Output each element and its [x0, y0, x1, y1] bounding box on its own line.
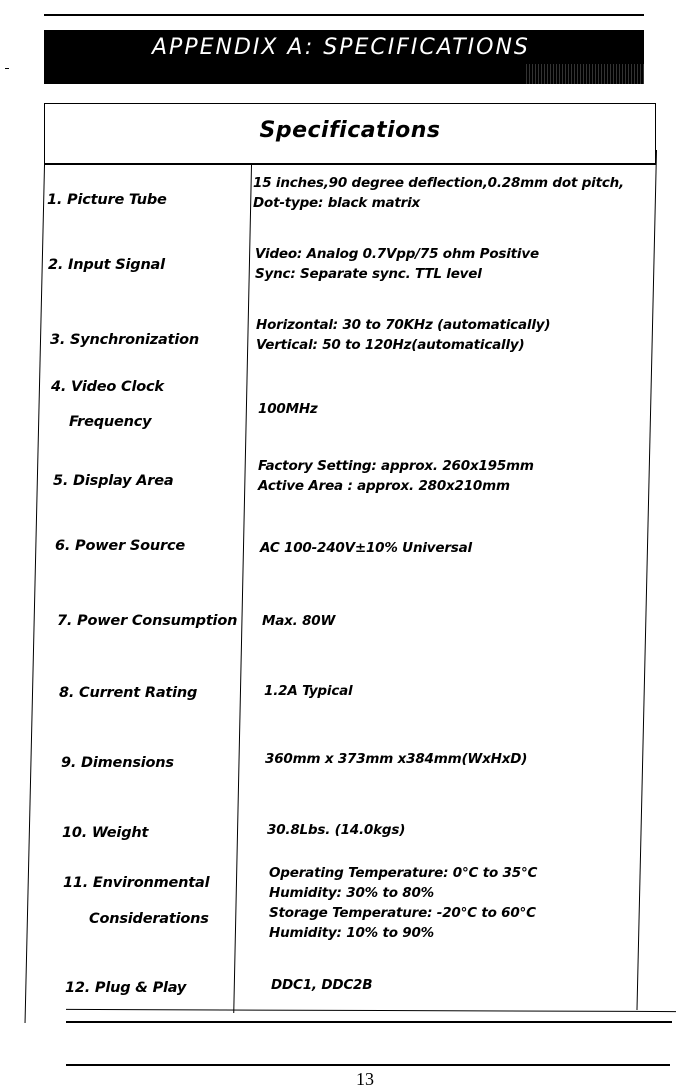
spec-label-video-clock: 4. Video Clock — [51, 379, 164, 395]
spec-label-power-consumption: 7. Power Consumption — [57, 613, 238, 629]
spec-value-power-consumption: Max. 80W — [262, 613, 336, 629]
spec-value-display-area-line2: Active Area : approx. 280x210mm — [258, 478, 510, 494]
table-column-divider — [233, 165, 252, 1013]
specifications-header-box — [44, 103, 656, 165]
spec-value-synchronization-line2: Vertical: 50 to 120Hz(automatically) — [256, 337, 525, 353]
spec-value-video-clock: 100MHz — [258, 401, 318, 417]
spec-label-picture-tube: 1. Picture Tube — [47, 192, 167, 208]
spec-value-synchronization-line1: Horizontal: 30 to 70KHz (automatically) — [256, 317, 551, 333]
spec-label-display-area: 5. Display Area — [53, 473, 174, 489]
spec-value-environmental-line1: Operating Temperature: 0°C to 35°C — [269, 865, 538, 881]
top-rule — [44, 14, 644, 16]
spec-label-video-clock-line2: Frequency — [69, 414, 152, 430]
spec-value-input-signal-line2: Sync: Separate sync. TTL level — [255, 266, 482, 282]
table-left-border — [25, 165, 67, 1023]
table-bottom-border — [66, 1009, 676, 1012]
spec-label-weight: 10. Weight — [62, 825, 149, 841]
spec-label-environmental-line2: Considerations — [89, 911, 209, 927]
spec-value-environmental-line4: Humidity: 10% to 90% — [269, 925, 435, 941]
spec-value-environmental-line2: Humidity: 30% to 80% — [269, 885, 435, 901]
spec-label-environmental: 11. Environmental — [63, 875, 210, 891]
spec-label-synchronization: 3. Synchronization — [50, 332, 199, 348]
appendix-banner — [44, 30, 644, 84]
stray-mark — [5, 68, 9, 69]
spec-label-current-rating: 8. Current Rating — [59, 685, 198, 701]
spec-value-plug-and-play: DDC1, DDC2B — [271, 977, 373, 993]
spec-value-display-area-line1: Factory Setting: approx. 260x195mm — [258, 458, 534, 474]
spec-value-power-source: AC 100-240V±10% Universal — [260, 540, 472, 556]
spec-value-environmental-line3: Storage Temperature: -20°C to 60°C — [269, 905, 536, 921]
spec-value-input-signal-line1: Video: Analog 0.7Vpp/75 ohm Positive — [255, 246, 539, 262]
spec-label-dimensions: 9. Dimensions — [61, 755, 174, 771]
spec-label-input-signal: 2. Input Signal — [48, 257, 165, 273]
table-bottom-border-inner — [66, 1021, 672, 1023]
page-number: 13 — [356, 1069, 374, 1089]
spec-value-picture-tube-line1: 15 inches,90 degree deflection,0.28mm dot pitch, — [253, 175, 624, 191]
footer-rule — [66, 1064, 670, 1066]
appendix-banner-text: APPENDIX A: SPECIFICATIONS — [152, 35, 530, 60]
spec-value-current-rating: 1.2A Typical — [264, 683, 353, 699]
spec-value-weight: 30.8Lbs. (14.0kgs) — [267, 822, 406, 838]
specifications-title: Specifications — [259, 118, 441, 143]
spec-label-plug-and-play: 12. Plug & Play — [65, 980, 187, 996]
table-right-border — [636, 150, 657, 1010]
spec-value-dimensions: 360mm x 373mm x384mm(WxHxD) — [265, 751, 528, 767]
spec-value-picture-tube-line2: Dot-type: black matrix — [253, 195, 421, 211]
spec-label-power-source: 6. Power Source — [55, 538, 185, 554]
